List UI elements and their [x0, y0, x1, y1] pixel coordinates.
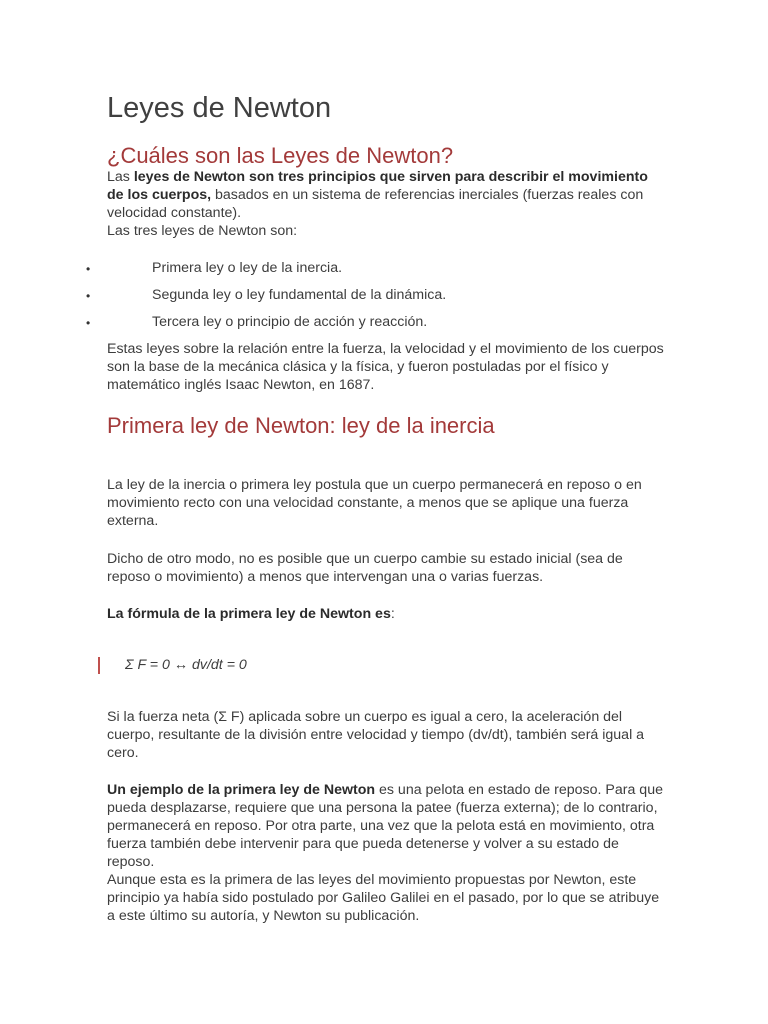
restatement-paragraph: Dicho de otro modo, no es posible que un cuerpo cambie su estado inicial (sea de reposo o movimiento) a menos que intervengan una o varias fuerzas.	[107, 551, 623, 585]
section-heading-leyes: ¿Cuáles son las Leyes de Newton?	[107, 143, 454, 168]
page-title: Leyes de Newton	[107, 92, 332, 124]
summary-paragraph: Estas leyes sobre la relación entre la fuerza, la velocidad y el movimiento de los cuerpos son la base de la mecánica clásica y la física, y fueron postuladas por el físico y matemático inglés Isaac Newton, en 1687.	[107, 341, 664, 393]
intro-paragraph	[107, 168, 667, 222]
example-text: es una pelota en estado de reposo. Para que pueda desplazarse, requiere que una persona la patee (fuerza externa); de lo contrario, permanecerá en reposo. Por otra parte, una vez que la pelota está en movimiento, otra fuerza también debe intervenir para que pueda detenerse y volver a su estado de reposo.	[107, 782, 663, 870]
formula-marker	[98, 657, 100, 674]
law-list-item: Tercera ley o principio de acción y reacción.	[152, 314, 428, 330]
list-intro: Las tres leyes de Newton son:	[107, 223, 298, 239]
example-paragraph	[107, 781, 667, 871]
law-list-item: Primera ley o ley de la inercia.	[152, 260, 343, 276]
law-list-item: Segunda ley o ley fundamental de la dinámica.	[152, 287, 447, 303]
bullet-icon: •	[86, 262, 91, 276]
bullet-icon: •	[86, 316, 91, 330]
intro-text-post: basados en un sistema de referencias inerciales (fuerzas reales con velocidad constante).	[107, 187, 644, 221]
intro-text-pre: Las	[107, 169, 134, 185]
formula-text: Σ F = 0 ↔ dv/dt = 0	[125, 657, 247, 673]
section-heading-primera-ley: Primera ley de Newton: ley de la inercia	[107, 413, 495, 438]
formula-label	[107, 605, 667, 623]
inertia-paragraph: La ley de la inercia o primera ley postula que un cuerpo permanecerá en reposo o en movimiento recto con una velocidad constante, a menos que se aplique una fuerza externa.	[107, 477, 642, 529]
galileo-paragraph: Aunque esta es la primera de las leyes del movimiento propuestas por Newton, este principio ya había sido postulado por Galileo Galilei en el pasado, por lo que se atribuye a este último su autoría, y Newton su publicación.	[107, 872, 660, 924]
intro-text-bold: leyes de Newton son tres principios que sirven para describir el movimiento de los cuerpos,	[107, 169, 648, 203]
bullet-icon: •	[86, 289, 91, 303]
example-bold: Un ejemplo de la primera ley de Newton	[107, 782, 376, 798]
formula-label-colon: :	[390, 606, 395, 622]
formula-label-bold: La fórmula de la primera ley de Newton es	[107, 606, 391, 622]
net-force-paragraph: Si la fuerza neta (Σ F) aplicada sobre un cuerpo es igual a cero, la aceleración del cuerpo, resultante de la división entre velocidad y tiempo (dv/dt), también será igual a cero.	[107, 709, 645, 761]
